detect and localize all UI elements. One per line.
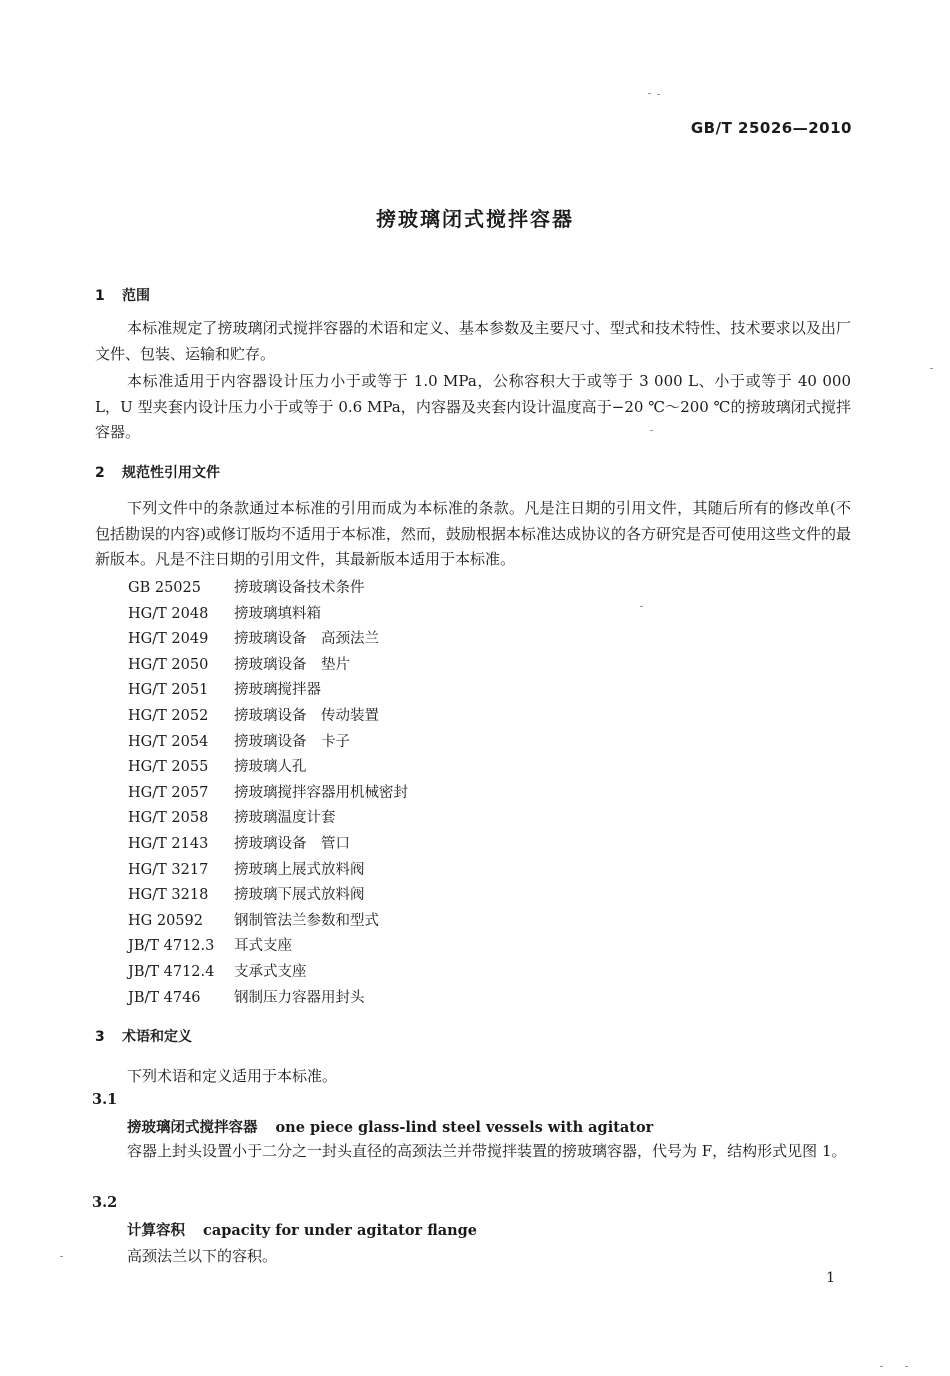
reference-code: JB/T 4712.4 — [128, 963, 215, 980]
reference-title: 搒玻璃设备 垫片 — [234, 656, 350, 673]
section-number: 3 — [95, 1029, 105, 1045]
scan-speck — [930, 368, 933, 369]
reference-code: HG/T 2143 — [128, 835, 209, 852]
reference-title: 钢制压力容器用封头 — [234, 989, 365, 1006]
term-heading — [127, 1219, 477, 1240]
reference-code: HG/T 2058 — [128, 810, 209, 827]
reference-item — [128, 653, 408, 679]
term-chinese: 计算容积 — [127, 1222, 185, 1239]
section-title: 术语和定义 — [122, 1029, 192, 1045]
reference-title: 搒玻璃上展式放料阀 — [234, 861, 365, 878]
reference-code: HG/T 3217 — [128, 861, 209, 878]
reference-title: 搒玻璃设备 卡子 — [234, 733, 350, 750]
reference-title: 支承式支座 — [234, 963, 307, 980]
section-3-intro: 下列术语和定义适用于本标准。 — [127, 1067, 338, 1085]
scan-speck — [650, 430, 653, 431]
reference-code: HG/T 2055 — [128, 759, 209, 776]
scan-speck — [60, 1256, 63, 1257]
reference-code: HG/T 2057 — [128, 784, 209, 801]
term-number: 3.2 — [92, 1194, 118, 1211]
reference-title: 搒玻璃填料箱 — [234, 605, 321, 622]
reference-item — [128, 832, 408, 858]
reference-item — [128, 909, 408, 935]
reference-item — [128, 576, 408, 602]
section-3-heading — [95, 1026, 192, 1046]
standard-code: GB/T 25026—2010 — [690, 119, 852, 137]
section-title: 规范性引用文件 — [122, 465, 220, 481]
page-number: 1 — [826, 1270, 835, 1286]
reference-code: JB/T 4712.3 — [128, 938, 215, 955]
normative-reference-list — [128, 576, 408, 1011]
reference-code: HG/T 2051 — [128, 682, 209, 699]
term-chinese: 搒玻璃闭式搅拌容器 — [127, 1119, 258, 1136]
reference-item — [128, 730, 408, 756]
reference-code: HG 20592 — [128, 912, 203, 929]
reference-title: 搒玻璃设备技术条件 — [234, 580, 365, 596]
reference-item — [128, 960, 408, 986]
reference-title: 搒玻璃搅拌器 — [234, 682, 321, 699]
section-2-heading — [95, 462, 220, 482]
reference-item — [128, 934, 408, 960]
reference-code: GB 25025 — [128, 580, 201, 596]
reference-item — [128, 986, 408, 1012]
reference-title: 搒玻璃设备 管口 — [234, 835, 350, 852]
section-1-paragraph-1: 本标准规定了搒玻璃闭式搅拌容器的术语和定义、基本参数及主要尺寸、型式和技术特性、技术要求以及出厂文件、包装、运输和贮存。 — [95, 319, 851, 363]
reference-code: HG/T 2049 — [128, 631, 209, 648]
reference-title: 搒玻璃搅拌容器用机械密封 — [234, 784, 408, 801]
reference-code: HG/T 2048 — [128, 605, 209, 622]
reference-code: JB/T 4746 — [128, 989, 201, 1006]
reference-title: 搒玻璃人孔 — [234, 759, 307, 776]
scan-speck — [640, 606, 643, 607]
scan-speck — [657, 94, 660, 95]
section-title: 范围 — [122, 288, 150, 304]
reference-item — [128, 704, 408, 730]
reference-item — [128, 781, 408, 807]
reference-title: 搒玻璃温度计套 — [234, 810, 336, 827]
reference-item — [128, 678, 408, 704]
section-number: 2 — [95, 465, 105, 481]
term-definition: 容器上封头设置小于二分之一封头直径的高颈法兰并带搅拌装置的搒玻璃容器，代号为 F，结构形式见图 1。 — [127, 1142, 847, 1160]
term-definition: 高颈法兰以下的容积。 — [127, 1247, 278, 1265]
reference-title: 搒玻璃设备 传动装置 — [234, 707, 379, 724]
reference-item — [128, 858, 408, 884]
term-number: 3.1 — [92, 1091, 118, 1108]
document-title: 搒玻璃闭式搅拌容器 — [376, 207, 574, 231]
term-english: capacity for under agitator flange — [203, 1222, 478, 1239]
reference-code: HG/T 3218 — [128, 887, 209, 904]
term-english: one piece glass-lind steel vessels with agitator — [275, 1119, 654, 1136]
section-number: 1 — [95, 288, 105, 304]
reference-item — [128, 627, 408, 653]
reference-title: 搒玻璃设备 高颈法兰 — [234, 631, 379, 648]
reference-code: HG/T 2054 — [128, 733, 209, 750]
scan-speck — [880, 1366, 883, 1367]
reference-code: HG/T 2050 — [128, 656, 209, 673]
reference-item — [128, 755, 408, 781]
reference-code: HG/T 2052 — [128, 707, 209, 724]
reference-item — [128, 806, 408, 832]
section-1-paragraph-2: 本标准适用于内容器设计压力小于或等于 1.0 MPa，公称容积大于或等于 3 000 L、小于或等于 40 000 L，U 型夹套内设计压力小于或等于 0.6 MPa，内容器及夹套内设计温度高于−20 ℃～200 ℃的搒玻璃闭式搅拌容器。 — [95, 372, 851, 441]
reference-title: 搒玻璃下展式放料阀 — [234, 887, 365, 904]
reference-title: 耳式支座 — [234, 938, 292, 955]
reference-item — [128, 883, 408, 909]
section-1-heading — [95, 285, 150, 305]
scan-speck — [905, 1366, 908, 1367]
scan-speck — [648, 93, 651, 94]
term-heading — [127, 1116, 653, 1137]
section-2-paragraph-1: 下列文件中的条款通过本标准的引用而成为本标准的条款。凡是注日期的引用文件，其随后所有的修改单(不包括勘误的内容)或修订版均不适用于本标准，然而，鼓励根据本标准达成协议的各方研究是否可使用这些文件的最新版本。凡是不注日期的引用文件，其最新版本适用于本标准。 — [95, 499, 851, 568]
reference-title: 钢制管法兰参数和型式 — [234, 912, 379, 929]
reference-item — [128, 602, 408, 628]
